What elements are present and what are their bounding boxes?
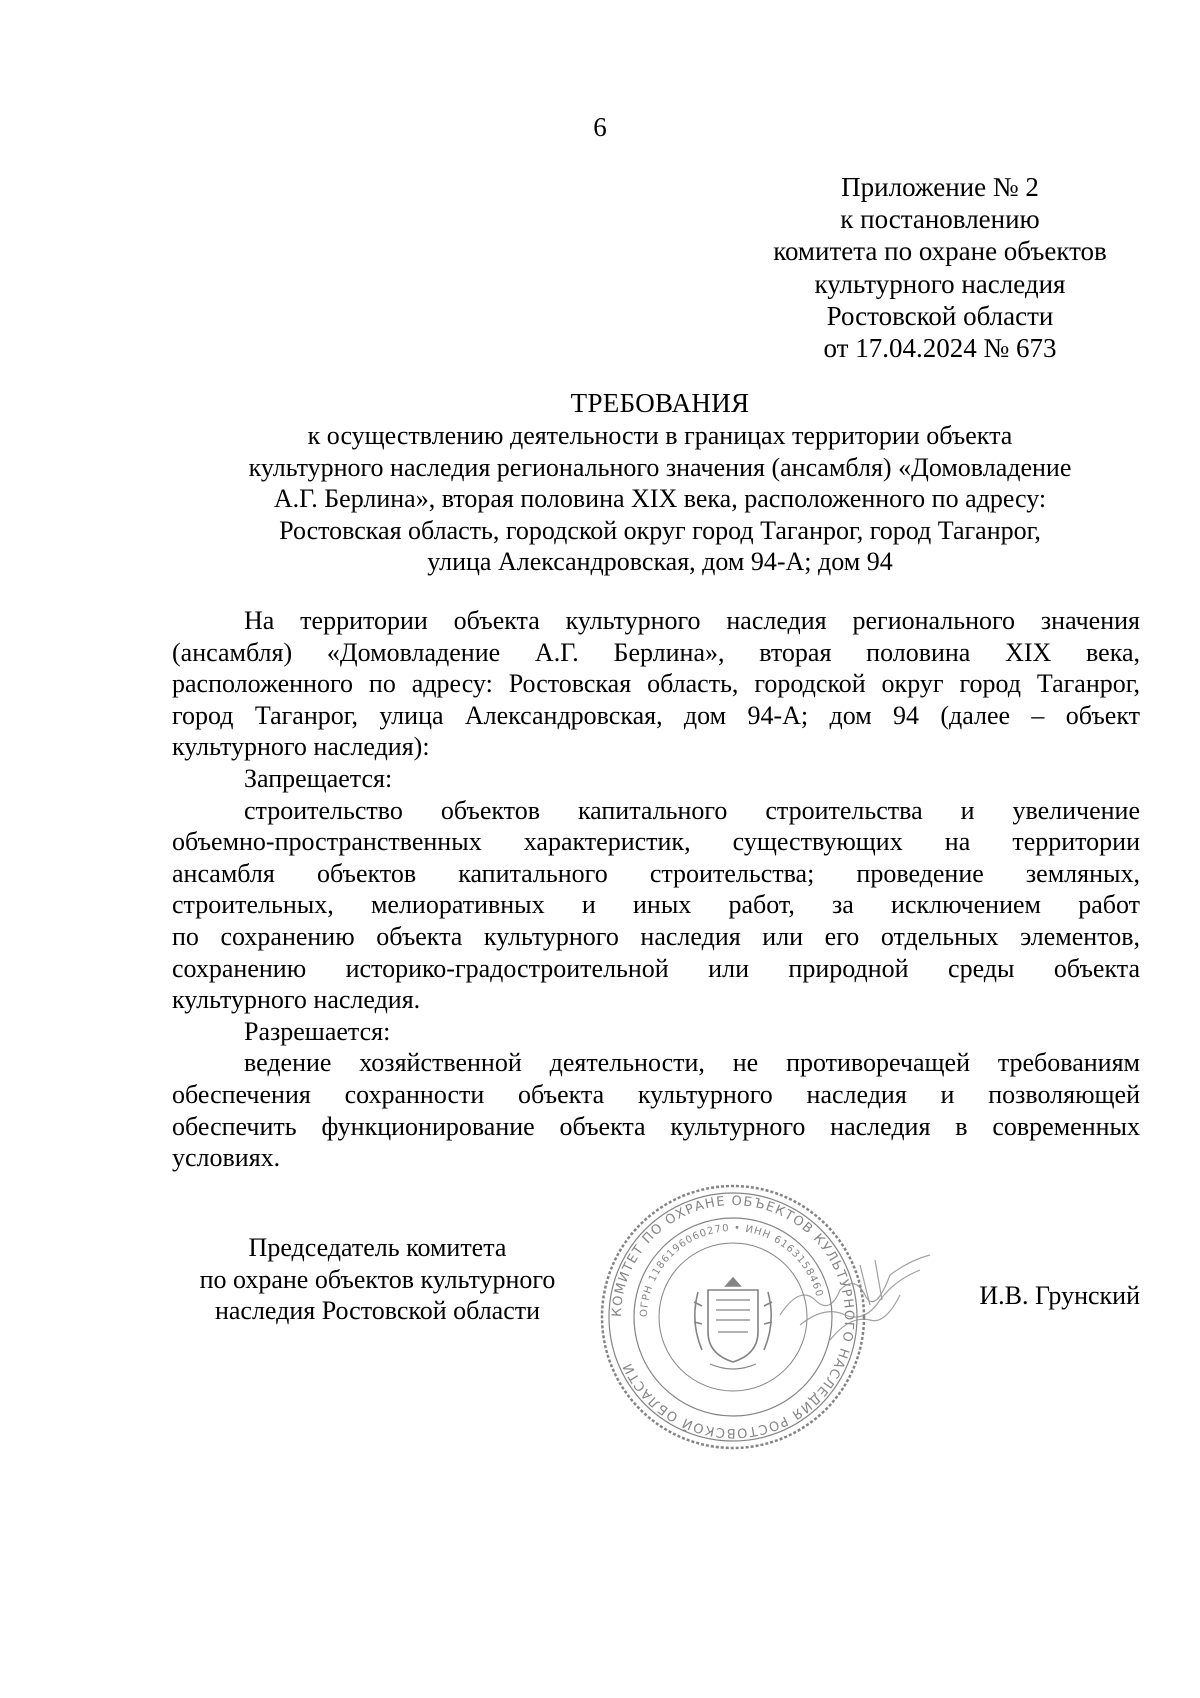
stamp-inner-text: ОГРН 1186196060270 • ИНН 6163158460 <box>638 1222 825 1318</box>
body-line: условиях. <box>172 1143 281 1173</box>
signatory-line: по охране объектов культурного <box>199 1264 556 1294</box>
subtitle-line: Ростовская область, городской округ город Таганрог, город Таганрог, <box>279 515 1041 545</box>
body-line: На территории объекта культурного наследия регионального значения <box>244 606 1140 635</box>
subtitle-line: А.Г. Берлина», вторая половина XIX века, расположенного по адресу: <box>273 484 1047 513</box>
allowed-heading: Разрешается: <box>244 1016 391 1046</box>
body-line: (ансамбля) «Домовладение А.Г. Берлина», вторая половина XIX века, <box>172 637 1140 667</box>
appendix-line: к постановлению <box>840 204 1040 235</box>
signatory-line: наследия Ростовской области <box>214 1296 541 1325</box>
body-line: объемно-пространственных характеристик, существующих на территории <box>172 827 1140 857</box>
handwritten-signature <box>770 1245 940 1355</box>
document-subtitle <box>150 420 1170 578</box>
body-line: культурного наследия): <box>172 732 430 762</box>
subtitle-line: культурного наследия регионального значения (ансамбля) «Домовладение <box>248 452 1072 482</box>
subtitle-line: к осуществлению деятельности в границах территории объекта <box>307 421 1013 450</box>
body-line: сохранению историко-градостроительной или природной среды объекта <box>172 953 1140 983</box>
appendix-line: Приложение № 2 <box>841 172 1039 202</box>
body-line: строительство объектов капитального строительства и увеличение <box>244 795 1140 825</box>
body-line: культурного наследия. <box>172 985 421 1015</box>
coat-of-arms-icon <box>694 1278 772 1369</box>
document-body <box>172 605 1140 1174</box>
body-line: город Таганрог, улица Александровская, дом 94-А; дом 94 (далее – объект <box>172 700 1140 730</box>
prohibited-heading: Запрещается: <box>244 763 393 793</box>
body-line: строительных, мелиоративных и иных работ, за исключением работ <box>172 890 1140 920</box>
body-line: обеспечить функционирование объекта культурного наследия в современных <box>172 1111 1140 1141</box>
signatory-title <box>165 1232 590 1327</box>
appendix-header <box>740 171 1140 364</box>
body-line: обеспечения сохранности объекта культурного наследия и позволяющей <box>172 1079 1140 1109</box>
appendix-line: от 17.04.2024 № 673 <box>823 333 1057 364</box>
page-number: 6 <box>593 112 607 142</box>
body-line: расположенного по адресу: Ростовская область, городской округ город Таганрог, <box>172 669 1140 699</box>
stamp-outer-text: КОМИТЕТ ПО ОХРАНЕ ОБЪЕКТОВ КУЛЬТУРНОГО НАСЛЕДИЯ РОСТОВСКОЙ ОБЛАСТИ <box>609 1193 857 1441</box>
body-line: по сохранению объекта культурного наследия или его отдельных элементов, <box>172 921 1140 951</box>
appendix-line: Ростовской области <box>826 300 1054 331</box>
appendix-line: комитета по охране объектов <box>773 236 1107 267</box>
signer-name: И.В. Грунский <box>979 1281 1140 1310</box>
body-line: ведение хозяйственной деятельности, не противоречащей требованиям <box>244 1048 1140 1078</box>
body-line: ансамбля объектов капитального строительства; проведение земляных, <box>172 858 1140 888</box>
appendix-line: культурного наследия <box>814 268 1066 299</box>
subtitle-line: улица Александровская, дом 94-А; дом 94 <box>427 547 893 576</box>
document-title: ТРЕБОВАНИЯ <box>570 388 750 418</box>
signatory-line: Председатель комитета <box>248 1233 507 1262</box>
